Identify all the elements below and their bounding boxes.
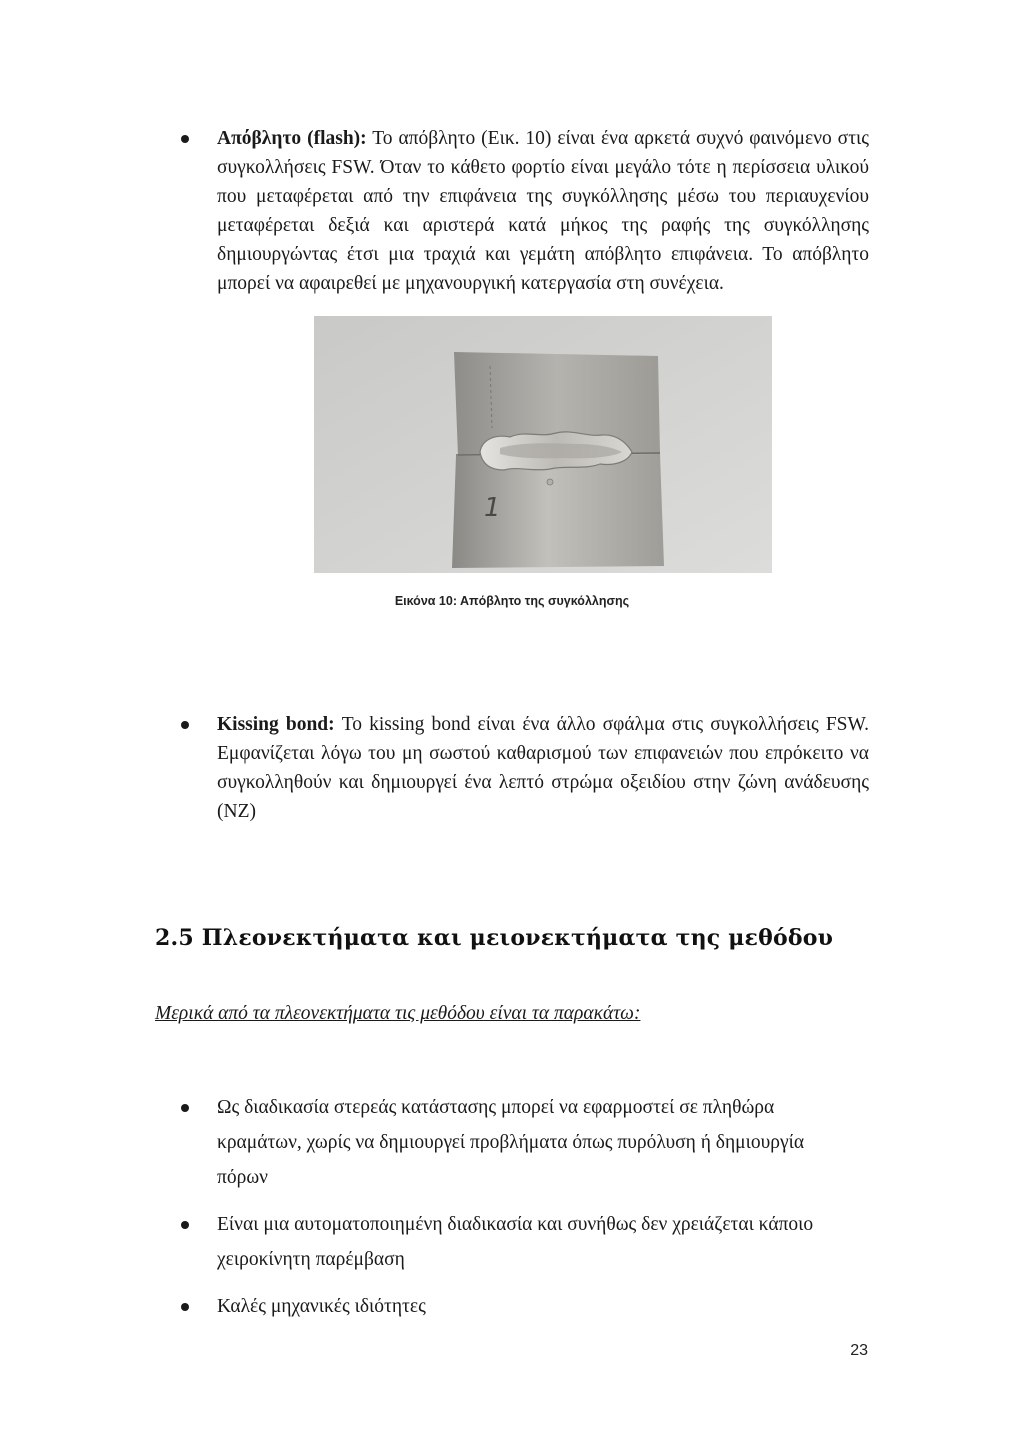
figure-weld-flash xyxy=(314,316,772,573)
bullet-icon xyxy=(181,135,189,143)
figure-caption: Εικόνα 10: Απόβλητο της συγκόλλησης xyxy=(394,594,630,608)
weld-photo xyxy=(314,316,772,573)
bullet-kissing-bond xyxy=(217,710,869,826)
advantages-list xyxy=(217,1090,857,1324)
flash-droplet xyxy=(547,479,553,485)
kissing-term: Kissing bond: xyxy=(217,714,335,735)
flash-paragraph xyxy=(217,124,869,298)
list-item xyxy=(217,1289,857,1324)
bullet-icon xyxy=(181,1221,189,1229)
kissing-paragraph xyxy=(217,710,869,826)
page-number: 23 xyxy=(850,1342,868,1359)
bullet-flash xyxy=(217,124,869,298)
section-heading: 2.5 Πλεονεκτήματα και μειονεκτήματα της μεθόδου xyxy=(155,925,834,951)
list-item xyxy=(217,1207,857,1277)
bullet-icon xyxy=(181,1303,189,1311)
flash-term: Απόβλητο (flash): xyxy=(217,128,367,149)
advantage-text: Ως διαδικασία στερεάς κατάστασης μπορεί να εφαρμοστεί σε πληθώρα κραμάτων, χωρίς να δημιουργεί προβλήματα όπως πυρόλυση ή δημιουργία πόρων xyxy=(217,1097,805,1188)
handwritten-mark: 1 xyxy=(484,493,501,523)
advantage-text: Είναι μια αυτοματοποιημένη διαδικασία και συνήθως δεν χρειάζεται κάποιο χειροκίνητη παρέμβαση xyxy=(217,1214,814,1270)
advantage-text: Καλές μηχανικές ιδιότητες xyxy=(217,1296,426,1317)
list-item xyxy=(217,1090,857,1195)
bullet-icon xyxy=(181,721,189,729)
bullet-icon xyxy=(181,1104,189,1112)
section-subheading: Μερικά από τα πλεονεκτήματα τις μεθόδου είναι τα παρακάτω: xyxy=(155,1003,641,1024)
flash-text: Το απόβλητο (Εικ. 10) είναι ένα αρκετά συχνό φαινόμενο στις συγκολλήσεις FSW. Όταν το κάθετο φορτίο είναι μεγάλο τότε η περίσσεια υλικού που μεταφέρεται από την επιφάνεια της συγκόλλησης μέσω του περιαυχενίου μεταφέρεται δεξιά και αριστερά κατά μήκος της ραφής της συγκόλλησης δημιουργώντας έτσι μια τραχιά και γεμάτη απόβλητο επιφάνεια. Το απόβλητο μπορεί να αφαιρεθεί με μηχανουργική κατεργασία στη συνέχεια. xyxy=(217,128,869,294)
kissing-text: Το kissing bond είναι ένα άλλο σφάλμα στις συγκολλήσεις FSW. Εμφανίζεται λόγω του μη σωστού καθαρισμού των επιφανειών που επρόκειτο να συγκολληθούν και δημιουργεί ένα λεπτό στρώμα οξειδίου στην ζώνη ανάδευσης (NZ) xyxy=(217,714,869,822)
